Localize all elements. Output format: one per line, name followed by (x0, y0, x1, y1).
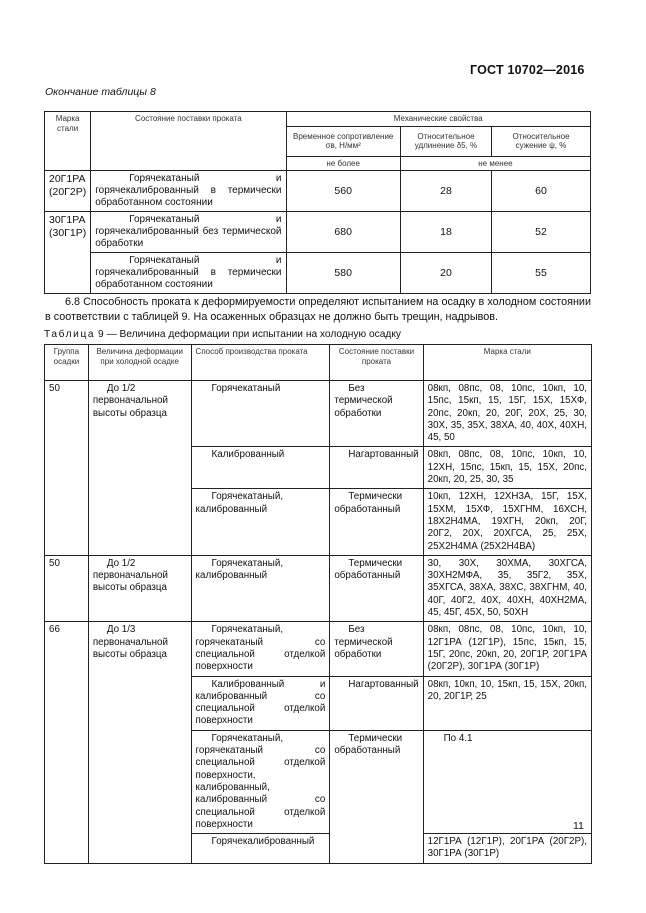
document-code: ГОСТ 10702—2016 (470, 63, 585, 77)
grade-cell: 20Г1РА (20Г2Р) (45, 171, 91, 212)
state-cell: Горячекатаный и горячекалиброванный в термически обработанном состоянии (91, 171, 286, 212)
method-cell: Горячекалиброванный (191, 834, 330, 864)
deform-cell: До 1/2 первоначальной высоты образца (88, 555, 191, 621)
method-cell: Горячекатаный, калиброванный (191, 555, 330, 621)
grade-cell: 30Г1РА (30Г1Р) (45, 212, 91, 294)
group-cell: 66 (45, 622, 89, 863)
method-cell: Калиброванный и калиброванный со специальной отделкой поверхности (191, 676, 330, 730)
header-not-less: не менее (400, 156, 590, 171)
method-cell: Горячекатаный (191, 381, 330, 447)
table8-caption: Окончание таблицы 8 (45, 86, 156, 98)
steel-cell: 08кп, 10кп, 10, 15кп, 15, 15Х, 20кп, 20, 20Г1Р, 25 (423, 676, 591, 730)
table-row (45, 381, 592, 447)
header-state: Состояние поставки проката (91, 112, 286, 171)
header-elong: Относительное удлинение δ5, % (400, 126, 491, 156)
condition-cell: Нагартованный (330, 447, 423, 489)
steel-cell: 12Г1РА (12Г1Р), 20Г1РА (20Г2Р), 30Г1РА (30Г1Р) (423, 834, 591, 864)
condition-cell: Термически обработанный (330, 489, 423, 555)
narrow-cell: 52 (492, 212, 591, 253)
group-cell: 50 (45, 555, 89, 621)
tensile-cell: 680 (286, 212, 400, 253)
method-cell: Калиброванный (191, 447, 330, 489)
narrow-cell: 55 (492, 253, 591, 294)
elong-cell: 20 (400, 253, 491, 294)
table9-caption-text: 9 — Величина деформации при испытании на холодную осадку (98, 329, 402, 340)
page-number: 11 (573, 820, 584, 832)
condition-cell: Нагартованный (330, 676, 423, 730)
elong-cell: 28 (400, 171, 491, 212)
condition-cell: Термически обработанный (330, 555, 423, 621)
header-narrow: Относительное сужение ψ, % (492, 126, 591, 156)
header-grade: Марка стали (45, 112, 91, 171)
condition-cell: Без термической обработки (330, 381, 423, 447)
table-9 (44, 344, 592, 864)
method-cell: Горячекатаный, горячекатаный со специальной отделкой поверхности (191, 622, 330, 676)
condition-cell: Без термической обработки (330, 622, 423, 676)
condition-cell: Термически обработанный (330, 730, 423, 863)
table-8 (44, 111, 591, 294)
steel-cell: 08кп, 08пс, 08, 10пс, 10кп, 10, 15пс, 15кп, 15, 15Г, 15Х, 15ХФ, 20пс, 20кп, 20, 20Г, 20Х, 25, 30, 30Х, 35, 35Х, 38ХА, 40, 40Х, 40ХН, 45, 50 (423, 381, 591, 447)
table-row (45, 253, 591, 294)
steel-cell: 10кп, 12ХН, 12ХН3А, 15Г, 15Х, 15ХМ, 15ХФ, 15ХГНМ, 16ХСН, 18Х2Н4МА, 19ХГН, 20кп, 20Г, 20Г2, 20Х, 20ХГСА, 25, 25Х, 25Х2Н4МА (25Х2Н4ВА) (423, 489, 591, 555)
header-tensile: Временное сопротивление σв, Н/мм² (286, 126, 400, 156)
table-row (45, 622, 592, 676)
steel-cell: 08кп, 08пс, 08, 10пс, 10кп, 10, 12ХН, 15пс, 15кп, 15, 15Х, 20пс, 20кп, 20, 25, 30, 35 (423, 447, 591, 489)
steel-cell: По 4.1 (423, 730, 591, 833)
state-cell: Горячекатаный и горячекалиброванный без термической обработки (91, 212, 286, 253)
tensile-cell: 560 (286, 171, 400, 212)
group-cell: 50 (45, 381, 89, 556)
elong-cell: 18 (400, 212, 491, 253)
header-deform: Величина деформации при холодной осадке (88, 345, 191, 381)
deform-cell: До 1/2 первоначальной высоты образца (88, 381, 191, 556)
table9-caption-prefix: Таблица (44, 329, 96, 340)
deform-cell: До 1/3 первоначальной высоты образца (88, 622, 191, 863)
table-row (45, 171, 591, 212)
method-cell: Горячекатаный, калиброванный (191, 489, 330, 555)
table-row (45, 212, 591, 253)
header-group: Группа осадки (45, 345, 89, 381)
steel-cell: 08кп, 08пс, 08, 10пс, 10кп, 10, 12Г1РА (12Г1Р), 15пс, 15кп, 15, 15Г, 20пс, 20кп, 20, 20Г1Р, 20Г1РА (20Г2Р), 30Г1РА (30Г1Р) (423, 622, 591, 676)
table-row (45, 555, 592, 621)
header-condition: Состояние поставки проката (330, 345, 423, 381)
method-cell: Горячекатаный, горячекатаный со специальной отделкой поверхности, калиброванный, калиброванный со специальной отделкой поверхности (191, 730, 330, 833)
header-steel: Марка стали (423, 345, 591, 381)
header-not-more: не более (286, 156, 400, 171)
table9-caption (44, 329, 401, 340)
header-mech: Механические свойства (286, 112, 591, 127)
steel-cell: 30, 30Х, 30ХМА, 30ХГСА, 30ХН2МФА, 35, 35Г2, 35Х, 35ХГСА, 38ХА, 38ХС, 38ХГНМ, 40, 40Г, 40Г2, 40Х, 40ХН, 40ХН2МА, 45, 45Г, 45Х, 50, 50ХН (423, 555, 591, 621)
paragraph-6-8: 6.8 Способность проката к деформируемости определяют испытанием на осадку в холодном состоянии в соответствии с таблицей 9. На осаженных образцах не должно быть трещин, надрывов. (45, 296, 591, 323)
narrow-cell: 60 (492, 171, 591, 212)
header-method: Способ производства проката (191, 345, 330, 381)
state-cell: Горячекатаный и горячекалиброванный в термически обработанном состоянии (91, 253, 286, 294)
tensile-cell: 580 (286, 253, 400, 294)
